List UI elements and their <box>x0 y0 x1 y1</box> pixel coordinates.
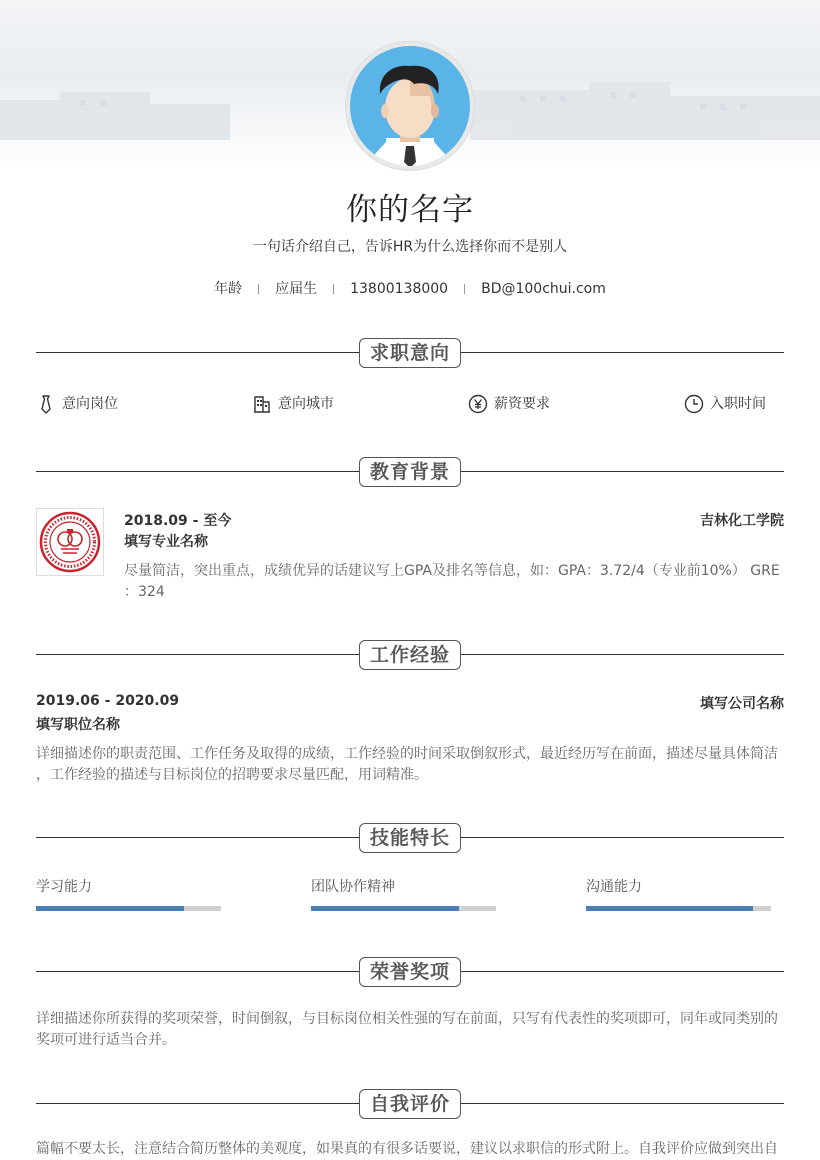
intent-start-date-label: 入职时间 <box>710 396 766 412</box>
intent-city-label: 意向城市 <box>278 396 334 412</box>
skill-bar-fill <box>311 906 459 911</box>
education-date: 2018.09 - 至今 <box>124 513 232 529</box>
skill-bar-fill <box>586 906 753 911</box>
section-title: 荣誉奖项 <box>359 957 461 987</box>
section-header-self-evaluation <box>36 1089 784 1119</box>
contact-separator <box>464 284 465 294</box>
skill-label: 团队协作精神 <box>311 879 395 895</box>
section-header-honors <box>36 957 784 987</box>
work-description <box>36 744 784 786</box>
section-header-education <box>36 457 784 487</box>
education-school: 吉林化工学院 <box>700 513 784 529</box>
skill-label: 学习能力 <box>36 879 92 895</box>
section-title: 自我评价 <box>359 1089 461 1119</box>
contact-phone[interactable]: 13800138000 <box>350 281 449 297</box>
resume-tagline: 一句话介绍自己，告诉HR为什么选择你而不是别人 <box>252 239 568 255</box>
section-header-work <box>36 640 784 670</box>
work-description-line: 详细描述你的职责范围、工作任务及取得的成绩，工作经验的时间采取倒叙形式，最近经历写在前面，描述尽量具体简洁 <box>36 746 778 762</box>
contact-separator <box>258 284 259 294</box>
clock-icon <box>684 394 704 414</box>
education-description <box>124 561 784 603</box>
section-header-skills <box>36 823 784 853</box>
honors-description <box>36 1009 784 1051</box>
work-company: 填写公司名称 <box>700 696 784 712</box>
section-header-intent <box>36 338 784 368</box>
work-position: 填写职位名称 <box>36 717 120 733</box>
honors-description-line: 详细描述你所获得的奖项荣誉，时间倒叙，与目标岗位相关性强的写在前面，只写有代表性的奖项即可，同年或同类别的 <box>36 1011 778 1027</box>
self-evaluation-description <box>36 1139 784 1160</box>
honors-description-line: 奖项可进行适当合并。 <box>36 1032 176 1048</box>
building-icon <box>252 394 272 414</box>
skill-bar <box>586 906 771 911</box>
education-description-line: 尽量简洁，突出重点，成绩优异的话建议写上GPA及排名等信息，如：GPA：3.72/4（专业前10%） GRE <box>124 563 780 579</box>
school-logo <box>36 508 104 576</box>
yen-icon <box>468 394 488 414</box>
section-title: 技能特长 <box>359 823 461 853</box>
contact-row <box>0 278 820 298</box>
skill-bar <box>36 906 221 911</box>
school-seal-icon <box>39 511 101 573</box>
skill-bar <box>311 906 496 911</box>
section-title: 工作经验 <box>359 640 461 670</box>
tie-icon <box>36 394 56 414</box>
avatar <box>345 41 475 171</box>
intent-position-label: 意向岗位 <box>62 396 118 412</box>
contact-separator <box>333 284 334 294</box>
contact-email[interactable]: BD@100chui.com <box>481 281 606 297</box>
section-title: 教育背景 <box>359 457 461 487</box>
work-description-line: ，工作经验的描述与目标岗位的招聘要求尽量匹配，用词精准。 <box>36 767 428 783</box>
education-major: 填写专业名称 <box>124 534 208 550</box>
skill-bar-fill <box>36 906 184 911</box>
self-evaluation-line: 篇幅不要太长，注意结合简历整体的美观度，如果真的有很多话要说，建议以求职信的形式附上。自我评价应做到突出自 <box>36 1141 778 1157</box>
education-description-line: ：324 <box>124 584 165 600</box>
contact-age: 年龄 <box>214 281 243 297</box>
section-title: 求职意向 <box>359 338 461 368</box>
resume-name: 你的名字 <box>346 192 474 228</box>
avatar-illustration <box>350 46 470 166</box>
work-date: 2019.06 - 2020.09 <box>36 693 180 709</box>
skill-label: 沟通能力 <box>586 879 642 895</box>
contact-status: 应届生 <box>275 281 318 297</box>
intent-salary-label: 薪资要求 <box>494 396 550 412</box>
